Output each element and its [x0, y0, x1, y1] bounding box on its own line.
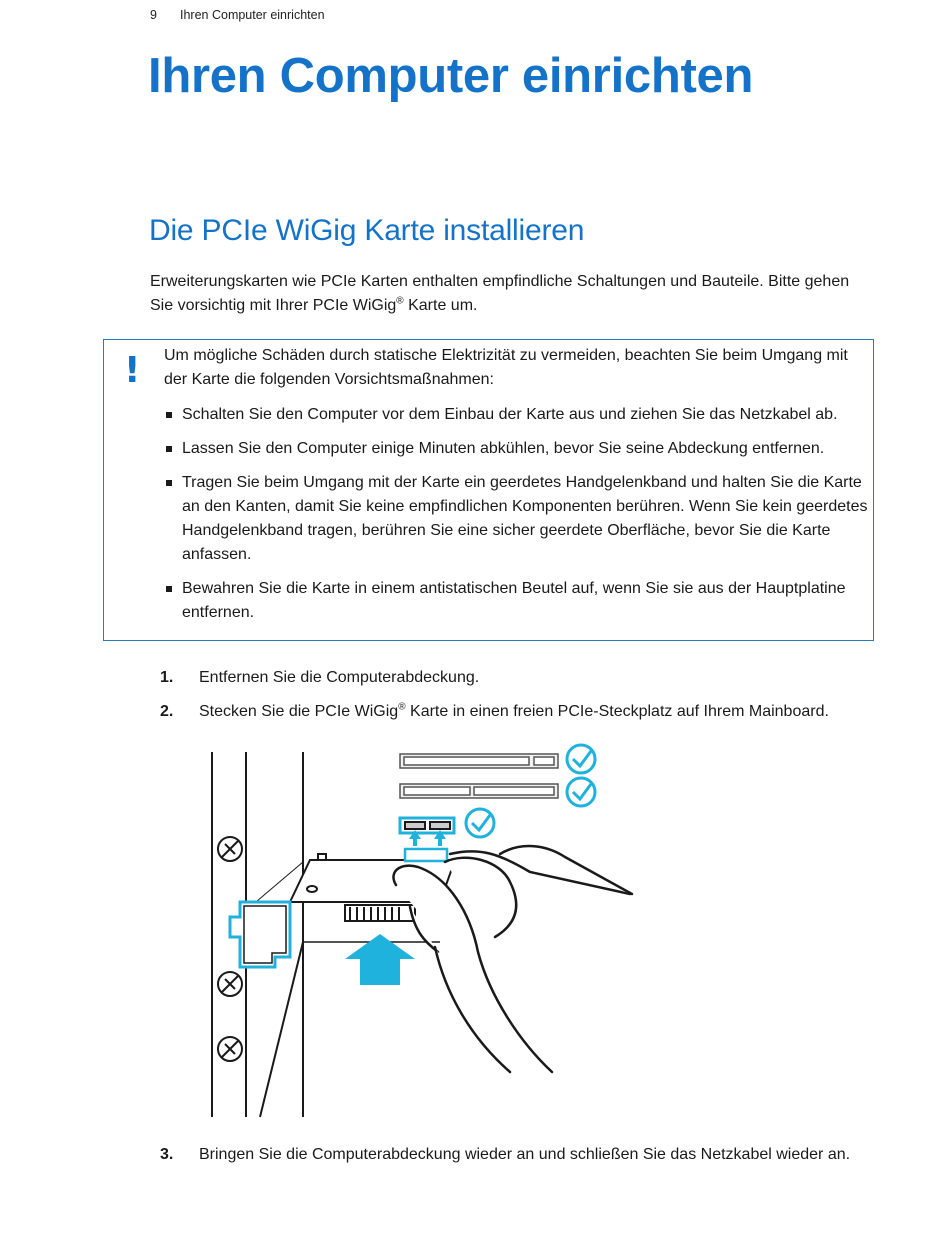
- pcie-slot-long: [400, 754, 558, 768]
- caution-item: Tragen Sie beim Umgang mit der Karte ein geerdetes Handgelenkband und halten Sie die Karte an den Kanten, damit Sie keine empfindlichen Komponenten berühren. Wenn Sie kein geerdetes Handgelenkband tragen, berühren Sie eine sicher geerdete Oberfläche, bevor Sie die Karte anfassen.: [164, 471, 874, 567]
- caution-box: [103, 339, 874, 641]
- step-2: [160, 700, 859, 724]
- pcie-slot-medium: [400, 784, 558, 798]
- step-text-end: Karte in einen freien PCIe-Steckplatz auf Ihrem Mainboard.: [405, 703, 829, 720]
- caution-text: Um mögliche Schäden durch statische Elektrizität zu vermeiden, beachten Sie beim Umgang mit der Karte die folgenden Vorsichtsmaßnahmen:: [164, 347, 848, 388]
- header-section: Ihren Computer einrichten: [180, 8, 325, 22]
- step-text: Entfernen Sie die Computerabdeckung.: [199, 669, 480, 686]
- registered-mark: ®: [396, 295, 404, 307]
- screw-icon: [218, 837, 242, 861]
- check-icon: [567, 778, 595, 806]
- intro-text: Erweiterungskarten wie PCIe Karten enthalten empfindliche Schaltungen und Bauteile. Bitte gehen Sie vorsichtig mit Ihrer PCIe WiGig: [150, 273, 850, 314]
- card-installation-illustration: [200, 742, 640, 1122]
- pcie-slot-short: [400, 818, 454, 833]
- step-1: [160, 666, 859, 690]
- page-number: 9: [150, 8, 157, 22]
- check-icon: [466, 809, 494, 837]
- intro-paragraph: [150, 270, 870, 318]
- running-header: [150, 8, 325, 22]
- intro-text-end: Karte um.: [403, 297, 478, 314]
- step-number: 3.: [160, 1146, 174, 1163]
- check-icon: [567, 745, 595, 773]
- caution-item: Lassen Sie den Computer einige Minuten abkühlen, bevor Sie seine Abdeckung entfernen.: [164, 437, 874, 461]
- step-number: 2.: [160, 703, 174, 720]
- screw-icon: [218, 972, 242, 996]
- caution-item: Bewahren Sie die Karte in einem antistatischen Beutel auf, wenn Sie sie aus der Hauptplatine entfernen.: [164, 577, 874, 625]
- screw-icon: [218, 1037, 242, 1061]
- step-text: Bringen Sie die Computerabdeckung wieder an und schließen Sie das Netzkabel wieder an.: [199, 1146, 851, 1163]
- registered-mark: ®: [398, 701, 406, 713]
- step-number: 1.: [160, 669, 174, 686]
- step-3: [160, 1143, 859, 1167]
- step-text-start: Stecken Sie die PCIe WiGig: [199, 703, 399, 720]
- section-heading: Die PCIe WiGig Karte installieren: [149, 214, 585, 247]
- step-text: [199, 700, 859, 724]
- caution-list: [164, 403, 874, 635]
- caution-icon: !: [124, 350, 141, 391]
- hand-icon: [393, 846, 632, 1072]
- page-title: Ihren Computer einrichten: [148, 49, 754, 103]
- caution-item: Schalten Sie den Computer vor dem Einbau der Karte aus und ziehen Sie das Netzkabel ab.: [164, 403, 874, 427]
